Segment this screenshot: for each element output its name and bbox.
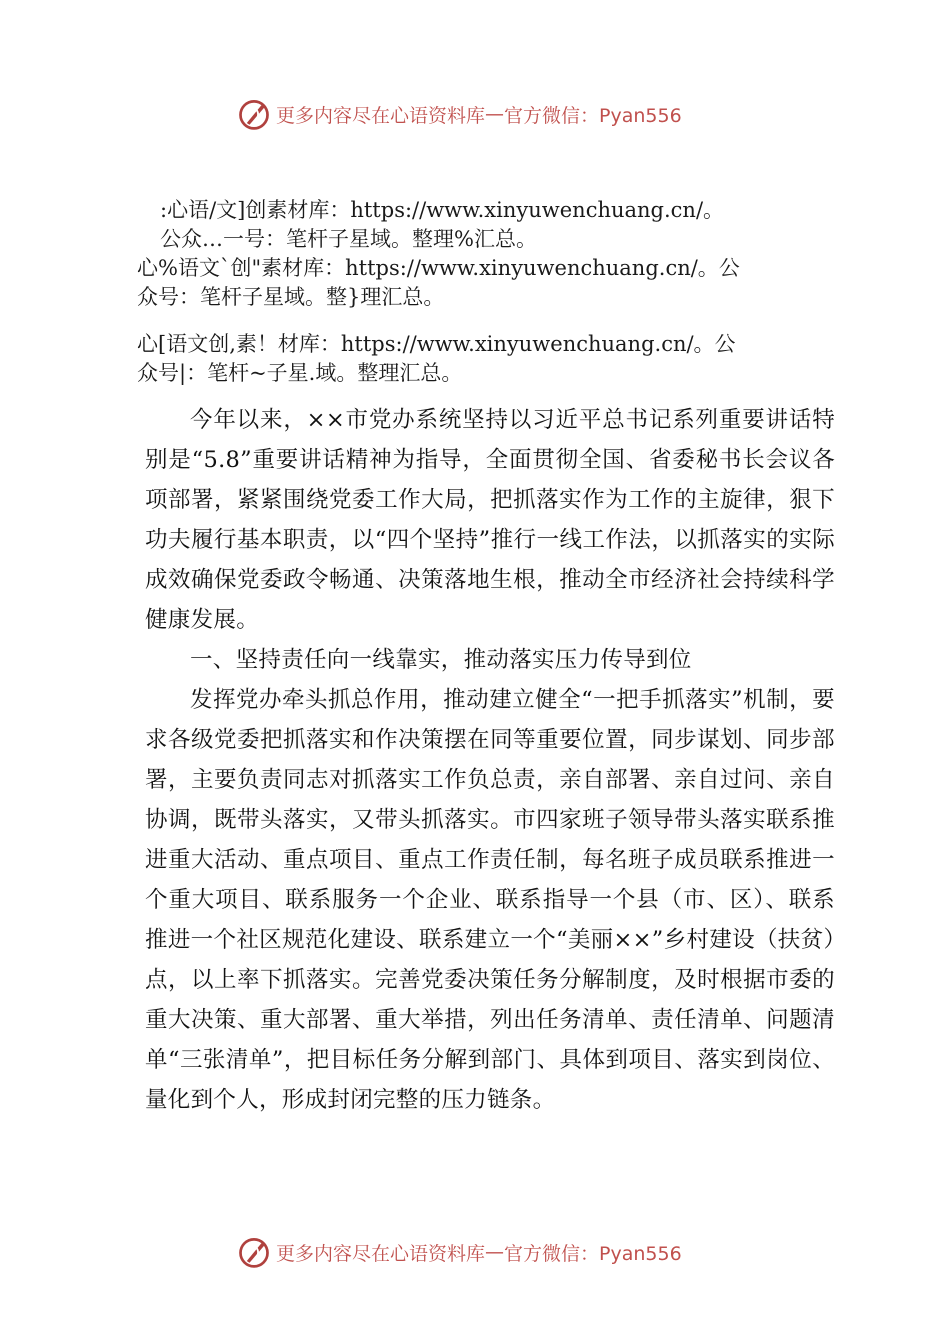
note-3-line-1: 心[语文创,素！材库：https://www.xinyuwenchuang.cn/。公 [137,332,736,356]
quill-seal-icon [236,96,272,132]
banner-dash: — [485,103,505,125]
note-3-line-2: 众号|：笔杆~子星.域。整理汇总。 [137,361,463,385]
quill-seal-icon [236,1234,272,1270]
section-heading: 一、坚持责任向一线靠实，推动落实压力传导到位 [190,647,692,673]
paragraph-intro: 今年以来，××市党办系统坚持以习近平总书记系列重要讲话特别是“5.8”重要讲话精神为指导，全面贯彻全国、省委秘书长会议各项部署，紧紧围绕党委工作大局，把抓落实作为工作的主旋律，狠下功夫履行基本职责，以“四个坚持”推行一线工作法，以抓落实的实际成效确保党委政令畅通、决策落地生根，推动全市经济社会持续科学健康发展。 [145,407,835,633]
banner-contact: 官方微信：Pyan556 [504,104,682,127]
banner-dash: — [485,1241,505,1263]
note-1-line-2: 公众…一号：笔杆子星域。整理%汇总。 [160,227,537,251]
paragraph-section-1: 发挥党办牵头抓总作用，推动建立健全“一把手抓落实”机制，要求各级党委把抓落实和作决策摆在同等重要位置，同步谋划、同步部署，主要负责同志对抓落实工作负总责，亲自部署、亲自过问、亲自协调，既带头落实，又带头抓落实。市四家班子领导带头落实联系推进重大活动、重点项目、重点工作责任制，每名班子成员联系推进一个重大项目、联系服务一个企业、联系指导一个县（市、区）、联系推进一个社区规范化建设、联系建立一个“美丽××”乡村建设（扶贫）点，以上率下抓落实。完善党委决策任务分解制度，及时根据市委的重大决策、重大部署、重大举措，列出任务清单、责任清单、问题清单“三张清单”，把目标任务分解到部门、具体到项目、落实到岗位、量化到个人，形成封闭完整的压力链条。 [145,687,835,1113]
note-1-line-1: :心语/文]创素材库：https://www.xinyuwenchuang.cn/。 [160,198,725,222]
banner-text: 更多内容尽在心语资料库 [276,1242,486,1265]
note-2-line-2: 众号：笔杆子星域。整}理汇总。 [137,285,445,309]
banner-contact: 官方微信：Pyan556 [504,1242,682,1265]
header-banner [236,94,736,134]
note-2-line-1: 心%语文`创"素材库：https://www.xinyuwenchuang.cn/。公 [137,256,740,280]
footer-banner [236,1232,736,1272]
document-body [145,400,835,1120]
banner-text: 更多内容尽在心语资料库 [276,104,486,127]
